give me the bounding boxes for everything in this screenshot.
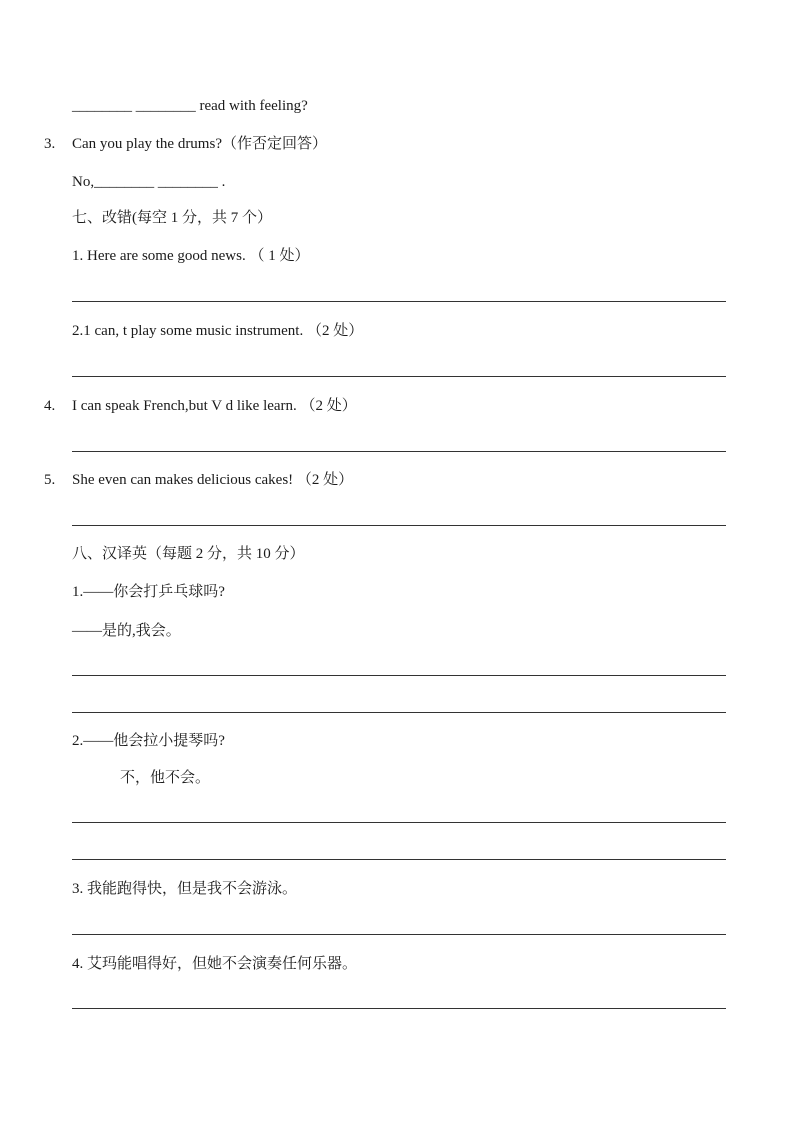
translation-question-2-line-2: 不，他不会。 [120, 770, 211, 786]
question-3-answer-line: No,________ ________ . [72, 174, 226, 190]
question-3-text: Can you play the drums?（作否定回答） [72, 136, 327, 152]
answer-line [72, 1008, 726, 1009]
correction-question-2: 2.1 can, t play some music instrument. （2 处） [72, 323, 364, 339]
translation-question-1-line-2: ——是的,我会。 [72, 623, 181, 639]
section-7-heading: 七、改错(每空 1 分，共 7 个） [72, 210, 272, 226]
question-3-number: 3. [44, 136, 56, 152]
answer-line [72, 712, 726, 713]
section-8-heading: 八、汉译英（每题 2 分，共 10 分） [72, 546, 305, 562]
answer-line [72, 376, 726, 377]
translation-question-3: 3. 我能跑得快，但是我不会游泳。 [72, 881, 298, 897]
correction-question-5: She even can makes delicious cakes! （2 处） [72, 472, 354, 488]
question-2-line: ________ ________ read with feeling? [72, 98, 308, 114]
correction-question-1: 1. Here are some good news. （ 1 处） [72, 248, 310, 264]
answer-line [72, 934, 726, 935]
answer-line [72, 301, 726, 302]
answer-line [72, 675, 726, 676]
answer-line [72, 859, 726, 860]
correction-question-5-number: 5. [44, 472, 56, 488]
answer-line [72, 822, 726, 823]
translation-question-2-line-1: 2.——他会拉小提琴吗? [72, 733, 225, 749]
answer-line [72, 451, 726, 452]
correction-question-4: I can speak French,but V d like learn. （2 处） [72, 398, 357, 414]
answer-line [72, 525, 726, 526]
translation-question-4: 4. 艾玛能唱得好，但她不会演奏任何乐器。 [72, 956, 358, 972]
correction-question-4-number: 4. [44, 398, 56, 414]
translation-question-1-line-1: 1.——你会打乒乓球吗? [72, 584, 225, 600]
